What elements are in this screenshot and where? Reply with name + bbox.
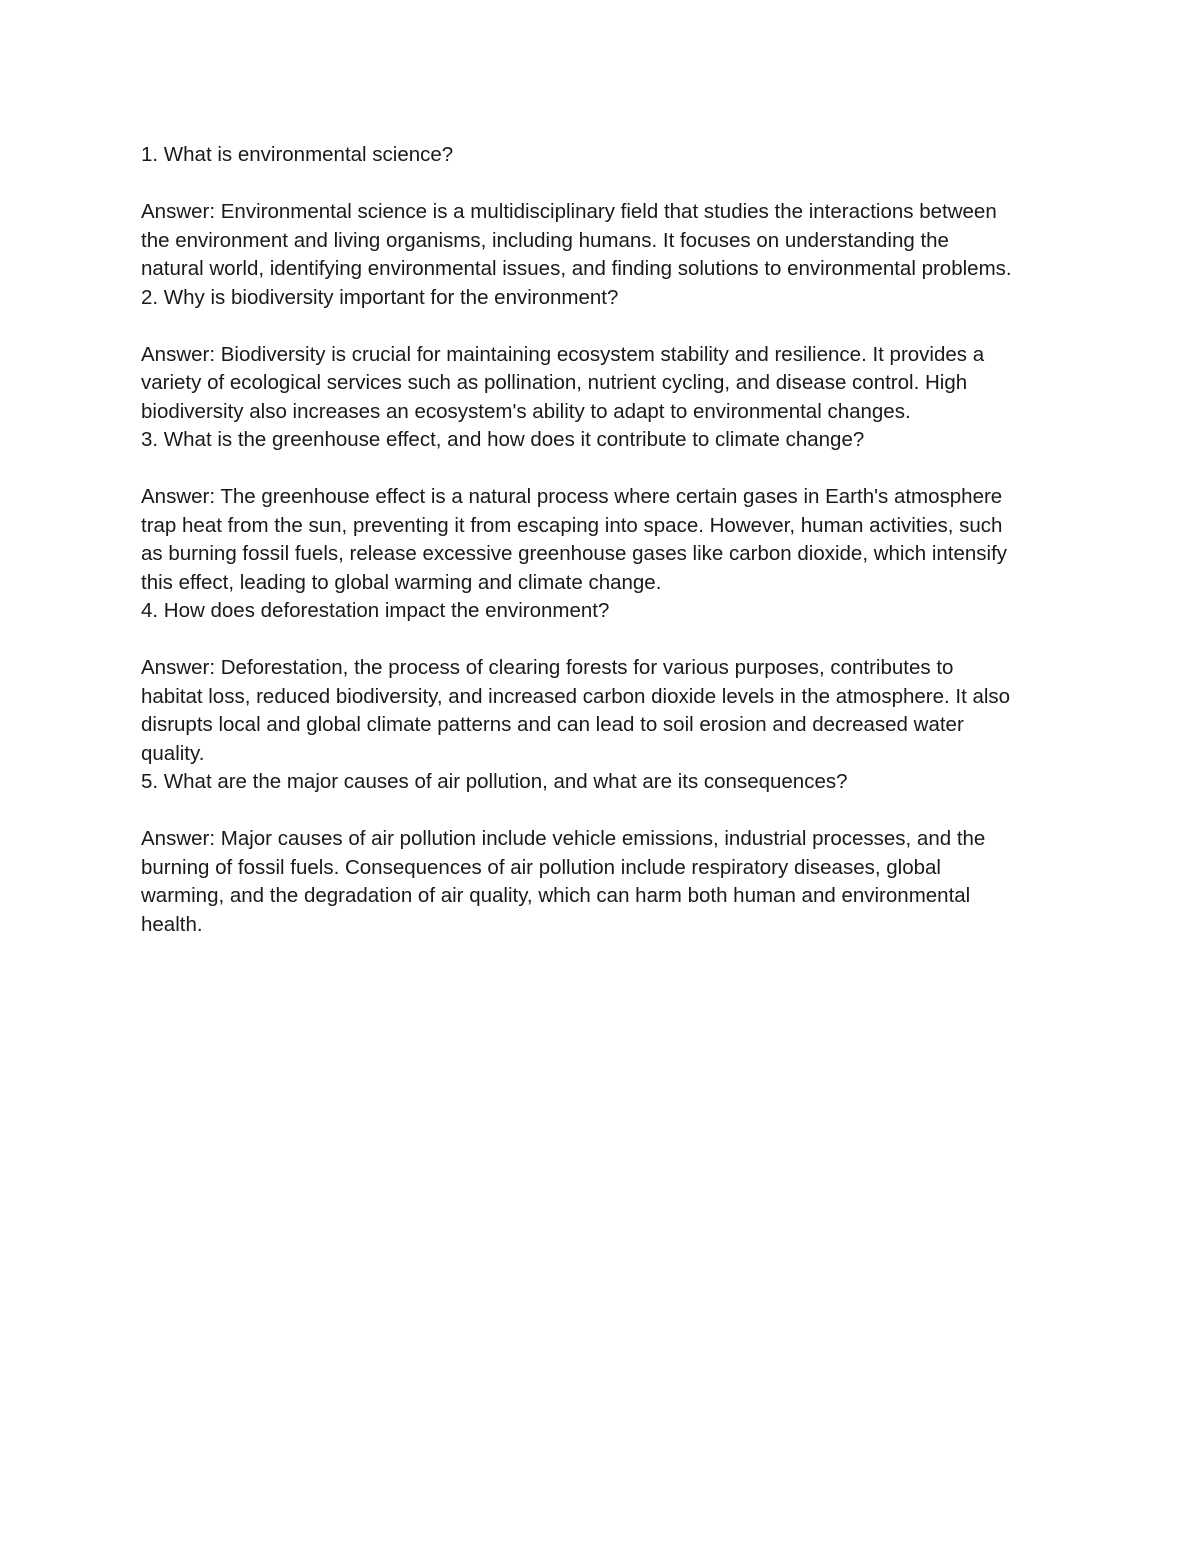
question-2: 2. Why is biodiversity important for the environment?: [141, 285, 619, 309]
spacer: [141, 312, 1071, 341]
answer-line: warming, and the degradation of air quality, which can harm both human and environmental: [141, 884, 971, 907]
answer-line: disrupts local and global climate patterns and can lead to soil erosion and decreased water: [141, 713, 964, 736]
answer-line: Answer: Environmental science is a multidisciplinary field that studies the interactions between: [141, 200, 997, 223]
qa-item-3: [141, 426, 1071, 597]
answer-line: Answer: The greenhouse effect is a natural process where certain gases in Earth's atmosphere: [141, 485, 1003, 508]
document-body: [141, 141, 1071, 939]
spacer: [141, 455, 1071, 484]
answer-line: natural world, identifying environmental issues, and finding solutions to environmental problems.: [141, 257, 1012, 280]
answer-4: [141, 654, 1071, 768]
spacer: [141, 797, 1071, 826]
answer-line: this effect, leading to global warming and climate change.: [141, 570, 662, 594]
answer-line: habitat loss, reduced biodiversity, and increased carbon dioxide levels in the atmosphere. It also: [141, 684, 1011, 708]
answer-1: [141, 198, 1071, 284]
answer-2: [141, 341, 1071, 427]
answer-line: the environment and living organisms, including humans. It focuses on understanding the: [141, 228, 949, 252]
answer-line: as burning fossil fuels, release excessive greenhouse gases like carbon dioxide, which intensify: [141, 542, 1008, 565]
answer-3: [141, 483, 1071, 597]
answer-line: Answer: Biodiversity is crucial for maintaining ecosystem stability and resilience. It provides a: [141, 342, 985, 366]
qa-item-2: [141, 284, 1071, 427]
answer-line: health.: [141, 912, 203, 936]
answer-line: Answer: Major causes of air pollution include vehicle emissions, industrial processes, and the: [141, 827, 986, 850]
spacer: [141, 626, 1071, 655]
question-1: 1. What is environmental science?: [141, 143, 454, 166]
answer-5: [141, 825, 1071, 939]
qa-item-4: [141, 597, 1071, 768]
answer-line: biodiversity also increases an ecosystem's ability to adapt to environmental changes.: [141, 399, 911, 423]
answer-line: quality.: [141, 741, 205, 765]
qa-item-1: [141, 141, 1071, 284]
question-5: 5. What are the major causes of air pollution, and what are its consequences?: [141, 770, 848, 793]
answer-line: Answer: Deforestation, the process of clearing forests for various purposes, contributes to: [141, 656, 954, 679]
qa-item-5: [141, 768, 1071, 939]
question-4: 4. How does deforestation impact the environment?: [141, 599, 610, 622]
spacer: [141, 170, 1071, 199]
answer-line: trap heat from the sun, preventing it from escaping into space. However, human activities, such: [141, 513, 1003, 537]
question-3: 3. What is the greenhouse effect, and how does it contribute to climate change?: [141, 428, 865, 451]
answer-line: burning of fossil fuels. Consequences of air pollution include respiratory diseases, global: [141, 855, 941, 879]
answer-line: variety of ecological services such as pollination, nutrient cycling, and disease control. High: [141, 371, 968, 394]
